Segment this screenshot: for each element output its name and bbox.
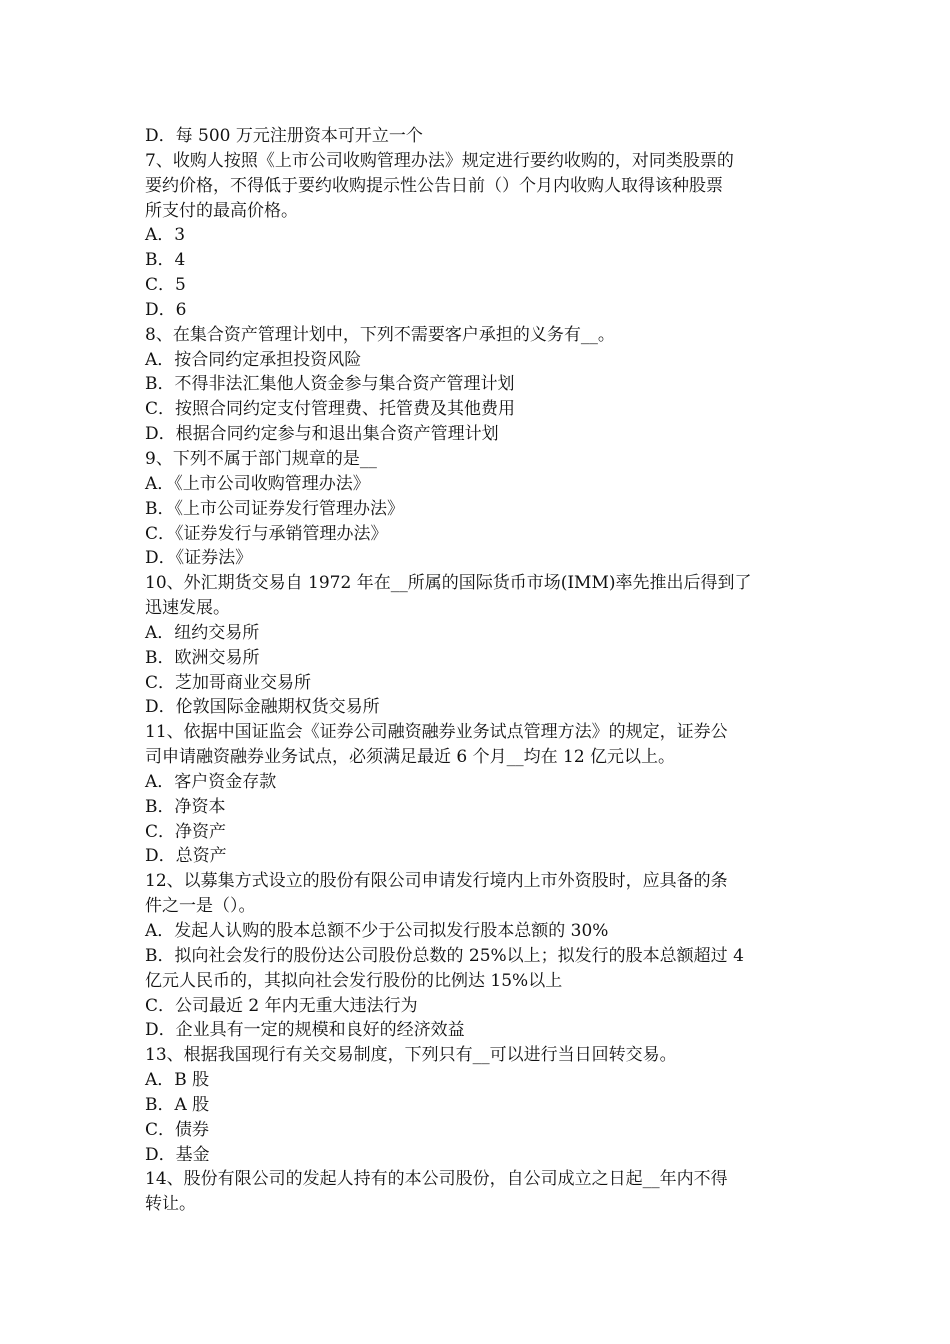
option-d: D．企业具有一定的规模和良好的经济效益	[145, 1020, 465, 1041]
option-c: C．芝加哥商业交易所	[145, 672, 312, 693]
option-b: B．4	[145, 250, 186, 271]
option-c: C．《证券发行与承销管理办法》	[145, 523, 388, 544]
option-a: A．客户资金存款	[145, 771, 277, 792]
question-9: 9、下列不属于部门规章的是__	[145, 448, 377, 469]
option-b: B．A 股	[145, 1094, 210, 1115]
option-a: A．发起人认购的股本总额不少于公司拟发行股本总额的 30%	[145, 921, 609, 941]
option-c: C．公司最近 2 年内无重大违法行为	[145, 995, 418, 1016]
question-7: 7、收购人按照《上市公司收购管理办法》规定进行要约收购的，对同类股票的	[145, 150, 734, 171]
option-a: A．B 股	[145, 1070, 210, 1091]
question-12: 12、以募集方式设立的股份有限公司申请发行境内上市外资股时，应具备的条	[145, 871, 728, 892]
option-b: B．《上市公司证券发行管理办法》	[145, 498, 404, 519]
option-a: A．3	[145, 225, 186, 246]
option-c: C．按照合同约定支付管理费、托管费及其他费用	[145, 399, 516, 420]
question-14: 14、股份有限公司的发起人持有的本公司股份，自公司成立之日起__年内不得	[145, 1169, 728, 1190]
option-a: A．《上市公司收购管理办法》	[145, 473, 370, 494]
text-line: 件之一是（）。	[145, 896, 256, 917]
option-d: D．基金	[145, 1144, 210, 1165]
text-line: 司申请融资融券业务试点，必须满足最近 6 个月__均在 12 亿元以上。	[145, 747, 676, 768]
option-c: C．债券	[145, 1119, 210, 1140]
question-11: 11、依据中国证监会《证券公司融资融券业务试点管理方法》的规定，证券公	[145, 722, 728, 743]
text-line: 所支付的最高价格。	[145, 200, 298, 221]
text-line: 迅速发展。	[145, 598, 230, 619]
option-b: B．拟向社会发行的股份达公司股份总数的 25%以上；拟发行的股本总额超过 4	[145, 945, 744, 966]
text-line: 亿元人民币的，其拟向社会发行股份的比例达 15%以上	[145, 970, 563, 991]
text-line: 要约价格，不得低于要约收购提示性公告日前（）个月内收购人取得该种股票	[145, 175, 723, 196]
option-a: A．纽约交易所	[145, 622, 260, 643]
option-d: D．总资产	[145, 846, 227, 867]
option-c: C．5	[145, 275, 186, 296]
option-c: C．净资产	[145, 821, 227, 842]
option-b: B．不得非法汇集他人资金参与集合资产管理计划	[145, 374, 515, 395]
option-d: D．根据合同约定参与和退出集合资产管理计划	[145, 424, 499, 445]
question-8: 8、在集合资产管理计划中，下列不需要客户承担的义务有__。	[145, 324, 615, 345]
option-d: D．《证券法》	[145, 548, 253, 569]
text-line: D．每 500 万元注册资本可开立一个	[145, 126, 423, 146]
option-b: B．欧洲交易所	[145, 647, 260, 668]
question-10: 10、外汇期货交易自 1972 年在__所属的国际货币市场(IMM)率先推出后得到了	[145, 573, 752, 594]
text-line: 转让。	[145, 1194, 196, 1215]
question-13: 13、根据我国现行有关交易制度，下列只有__可以进行当日回转交易。	[145, 1045, 677, 1066]
option-b: B．净资本	[145, 796, 226, 817]
option-a: A．按合同约定承担投资风险	[145, 349, 362, 370]
document-body	[145, 124, 810, 1217]
option-d: D．伦敦国际金融期权货交易所	[145, 697, 380, 718]
option-d: D．6	[145, 299, 187, 320]
